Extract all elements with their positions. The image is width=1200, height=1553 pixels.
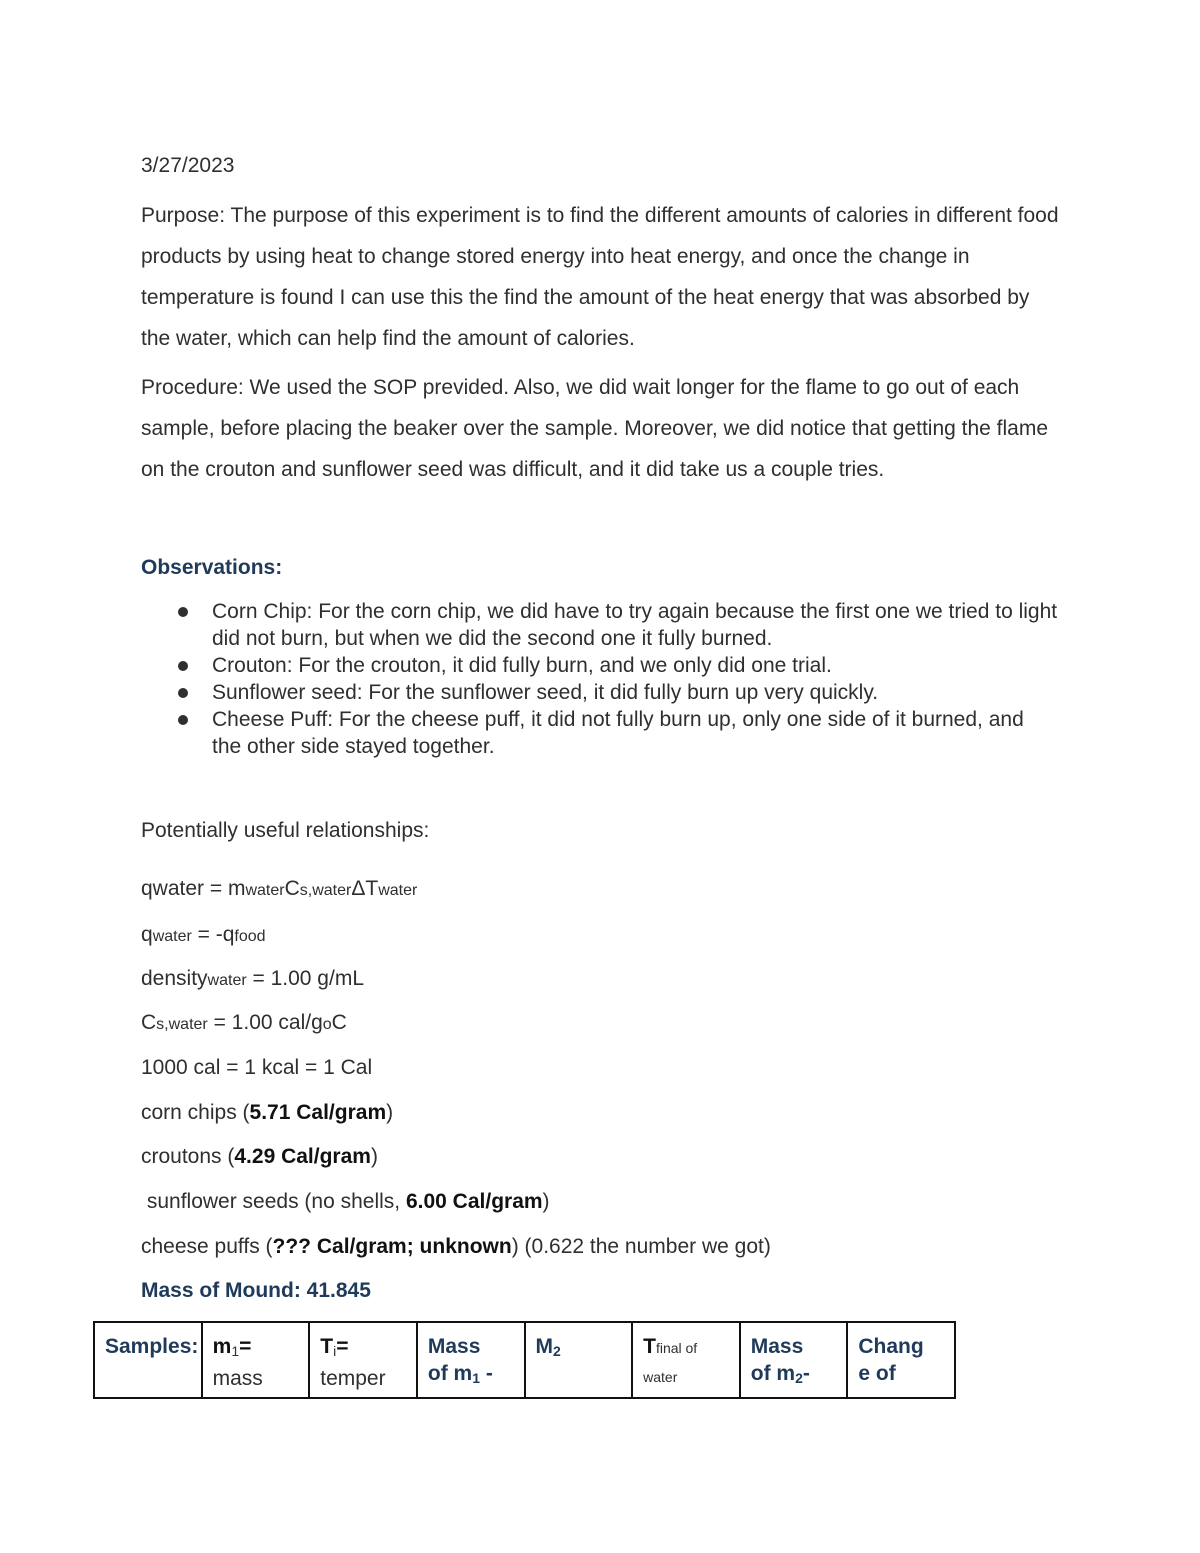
cheese-puffs-line: cheese puffs (??? Cal/gram; unknown) (0.622 the number we got) (141, 1235, 771, 1258)
relationships-heading: Potentially useful relationships: (141, 819, 430, 842)
date: 3/27/2023 (141, 154, 235, 177)
list-item: Cheese Puff: For the cheese puff, it did not fully burn up, only one side of it burned, and the other side stayed together. (178, 706, 1058, 760)
bullet-icon (178, 715, 188, 725)
equation-specific-heat: Cs,water = 1.00 cal/goC (141, 1011, 347, 1034)
list-item: Corn Chip: For the corn chip, we did have to try again because the first one we tried to light did not burn, but when we did the second one it fully burned. (178, 598, 1058, 652)
table-header-mass-m1: Mass of $m_1$ - (417, 1322, 525, 1398)
procedure-paragraph: Procedure: We used the SOP previded. Also, we did wait longer for the flame to go out of each sample, before placing the beaker over the sample. Moreover, we did notice that getting the flame on the crouton and sunflower seed was difficult, and it did take us a couple tries. (141, 376, 1049, 481)
table-row (94, 1322, 955, 1398)
table-header-tfinal: Tfinal of water (632, 1322, 740, 1398)
equation-qwater: qwater = mwaterCs,waterΔTwater (141, 877, 418, 900)
table-header-samples: Samples: (94, 1322, 202, 1398)
equation-calories: 1000 cal = 1 kcal = 1 Cal (141, 1056, 373, 1079)
equation-density: densitywater = 1.00 g/mL (141, 967, 364, 990)
bullet-icon (178, 688, 188, 698)
samples-table (93, 1321, 956, 1399)
equation-qfood: qwater = -qfood (141, 923, 266, 946)
croutons-line: croutons (4.29 Cal/gram) (141, 1145, 378, 1168)
table-header-change: Chang e of (847, 1322, 955, 1398)
purpose-paragraph: Purpose: The purpose of this experiment is to find the different amounts of calories in different food products by using heat to change stored energy into heat energy, and once the change in temperature is found I can use this the find the amount of the heat energy that was absorbed by the water, which can help find the amount of calories. (141, 204, 1059, 350)
sunflower-seeds-line: sunflower seeds (no shells, 6.00 Cal/gram) (141, 1190, 550, 1213)
mass-of-mound: Mass of Mound: 41.845 (141, 1279, 371, 1302)
bullet-icon (178, 607, 188, 617)
bullet-icon (178, 661, 188, 671)
table-header-m2: $M_2$ (525, 1322, 633, 1398)
observations-list (178, 598, 1058, 760)
table-header-mass-m2: Mass of $m_2-$ (740, 1322, 848, 1398)
list-item: Crouton: For the crouton, it did fully burn, and we only did one trial. (178, 652, 1058, 679)
table-header-m1: $m_1=$ mass (202, 1322, 310, 1398)
list-item: Sunflower seed: For the sunflower seed, it did fully burn up very quickly. (178, 679, 1058, 706)
corn-chips-line: corn chips (5.71 Cal/gram) (141, 1101, 394, 1124)
table-header-ti: $T_i=$ temper (309, 1322, 417, 1398)
observations-heading: Observations: (141, 556, 283, 579)
